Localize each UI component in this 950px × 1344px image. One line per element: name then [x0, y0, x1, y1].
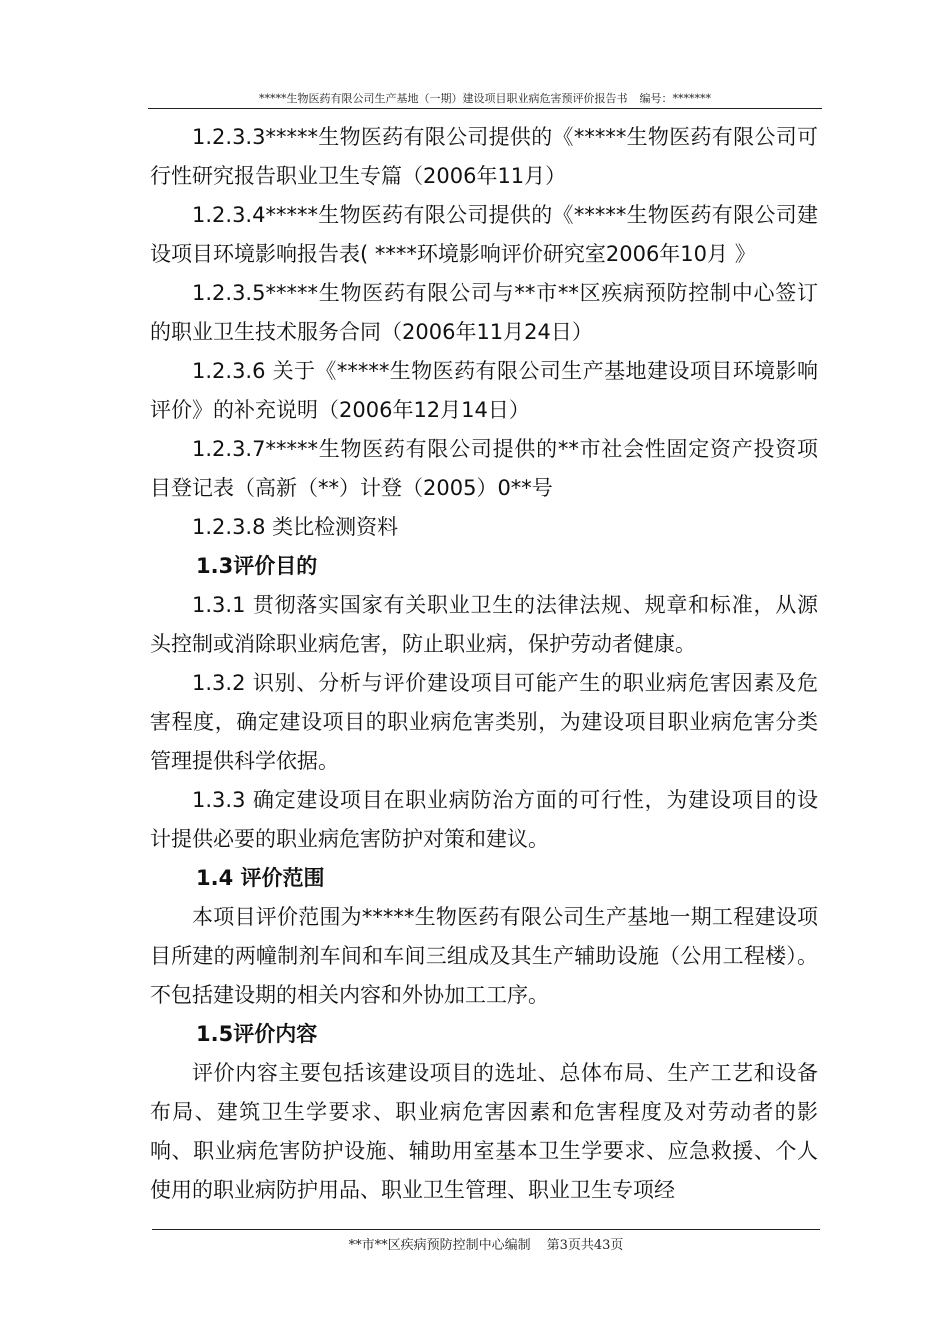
footer-issuer: **市**区疾病预防控制中心编制	[348, 1238, 531, 1253]
footer-page-number: 第3页共43页	[546, 1238, 624, 1253]
section-heading-1-5: 1.5评价内容	[196, 1022, 318, 1046]
section-heading-1-4: 1.4 评价范围	[196, 866, 325, 890]
section-heading-1-3: 1.3评价目的	[196, 554, 318, 578]
footer-rule	[152, 1229, 820, 1230]
page-header	[148, 90, 822, 109]
paragraph-1-2-3-3: 1.2.3.3*****生物医药有限公司提供的《*****生物医药有限公司可行性研究报告职业卫生专篇（2006年11月）	[150, 125, 818, 188]
header-code: 编号：*******	[639, 92, 711, 105]
document-body	[150, 118, 818, 1226]
paragraph-1-2-3-4: 1.2.3.4*****生物医药有限公司提供的《*****生物医药有限公司建设项目环境影响报告表( ****环境影响评价研究室2006年10月 》	[150, 203, 818, 266]
paragraph-1-3-1: 1.3.1 贯彻落实国家有关职业卫生的法律法规、规章和标准，从源头控制或消除职业病危害，防止职业病，保护劳动者健康。	[150, 593, 818, 656]
paragraph-1-2-3-5: 1.2.3.5*****生物医药有限公司与**市**区疾病预防控制中心签订的职业卫生技术服务合同（2006年11月24日）	[150, 281, 818, 344]
paragraph-1-3-2: 1.3.2 识别、分析与评价建设项目可能产生的职业病危害因素及危害程度，确定建设项目的职业病危害类别，为建设项目职业病危害分类管理提供科学依据。	[150, 671, 818, 773]
header-title: *****生物医药有限公司生产基地（一期）建设项目职业病危害预评价报告书	[259, 92, 628, 105]
paragraph-1-3-3: 1.3.3 确定建设项目在职业病防治方面的可行性，为建设项目的设计提供必要的职业病危害防护对策和建议。	[150, 788, 818, 851]
paragraph-1-2-3-8: 1.2.3.8 类比检测资料	[192, 515, 399, 539]
paragraph-1-2-3-6: 1.2.3.6 关于《*****生物医药有限公司生产基地建设项目环境影响评价》的补充说明（2006年12月14日）	[150, 359, 818, 422]
paragraph-1-4: 本项目评价范围为*****生物医药有限公司生产基地一期工程建设项目所建的两幢制剂车间和车间三组成及其生产辅助设施（公用工程楼）。不包括建设期的相关内容和外协加工工序。	[150, 905, 818, 1007]
page-footer	[152, 1236, 820, 1256]
paragraph-1-5: 评价内容主要包括该建设项目的选址、总体布局、生产工艺和设备布局、建筑卫生学要求、职业病危害因素和危害程度及对劳动者的影响、职业病危害防护设施、辅助用室基本卫生学要求、应急救援、个人使用的职业病防护用品、职业卫生管理、职业卫生专项经	[150, 1061, 818, 1202]
paragraph-1-2-3-7: 1.2.3.7*****生物医药有限公司提供的**市社会性固定资产投资项目登记表（高新（**）计登（2005）0**号	[150, 437, 818, 500]
